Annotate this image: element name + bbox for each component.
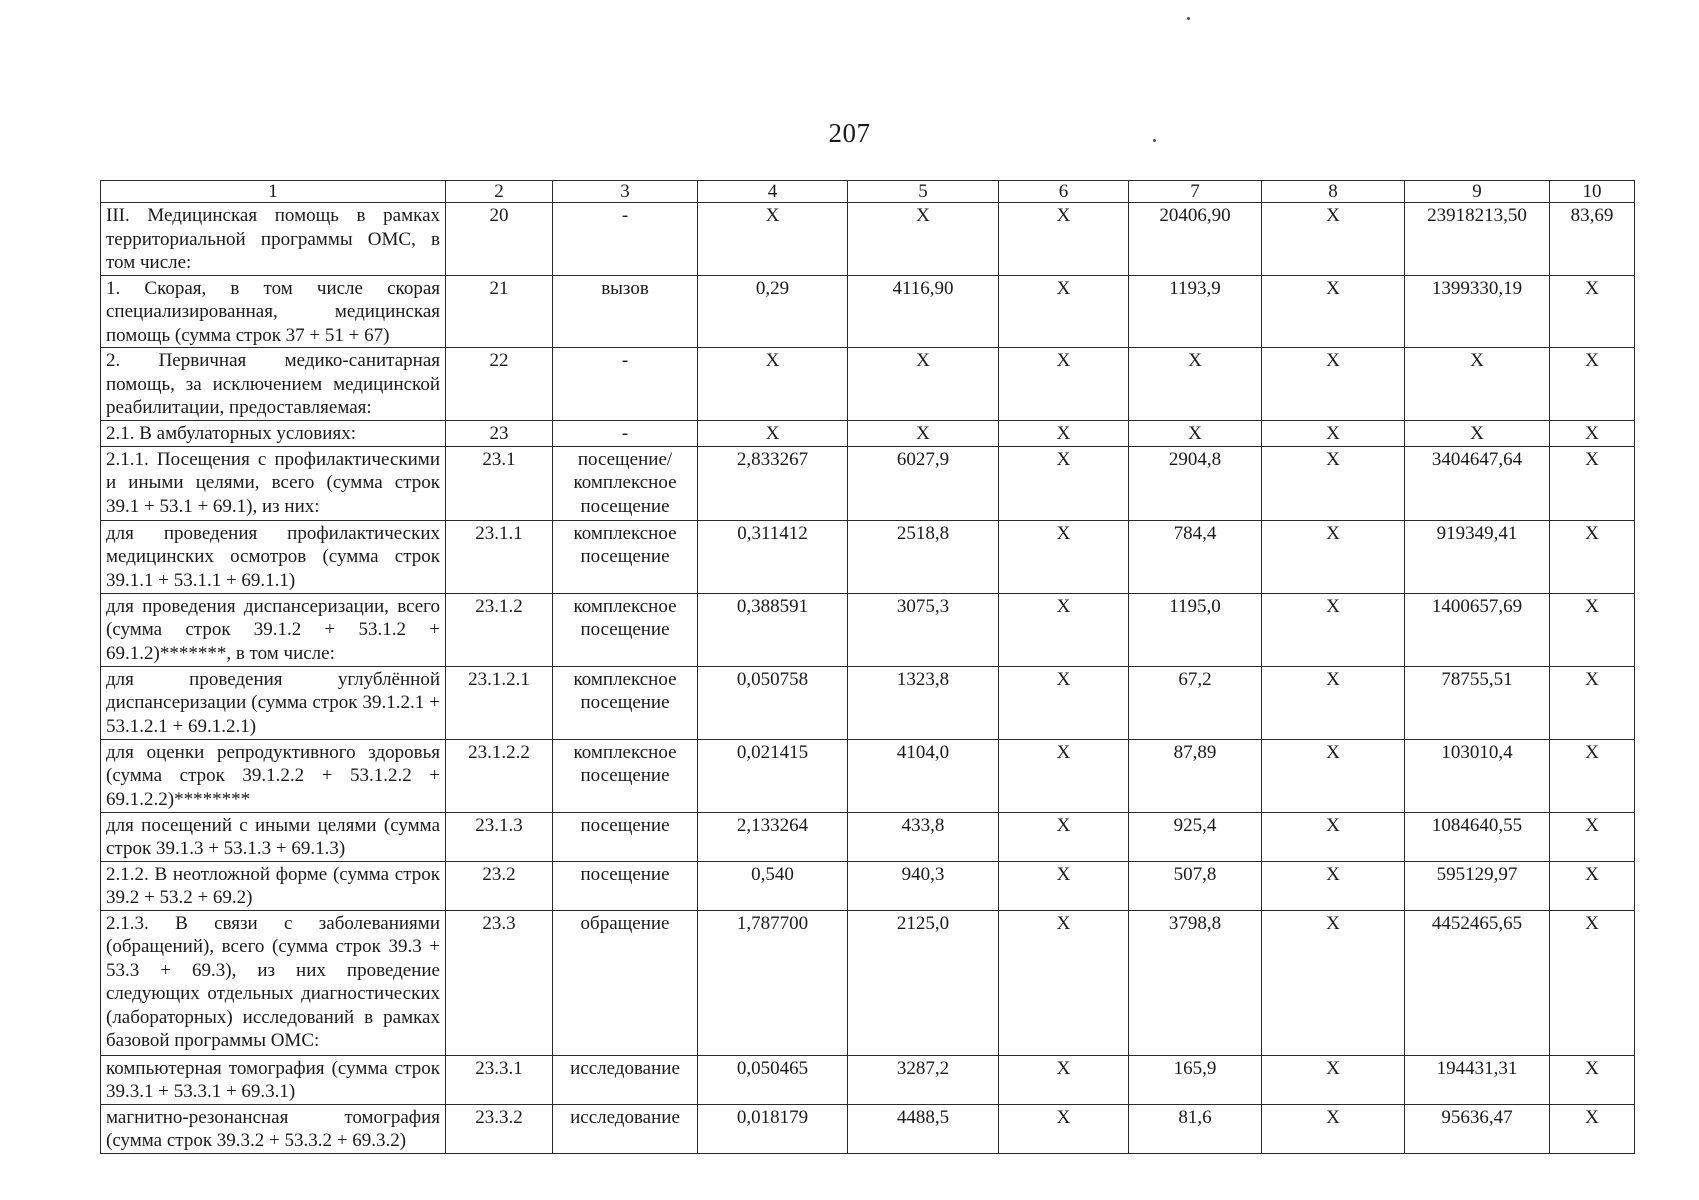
table-row [101,910,1635,1055]
row-description: 2.1.2. В неотложной форме (сумма строк 39.2 + 53.2 + 69.2) [101,861,446,910]
row-description: 2.1. В амбулаторных условиях: [101,421,446,447]
value-cell: Х [1550,812,1635,861]
value-cell: Х [1550,520,1635,593]
value-cell: Х [1405,421,1550,447]
value-cell: Х [1550,861,1635,910]
value-cell: 4116,90 [848,275,999,348]
table-row [101,421,1635,447]
value-cell: Х [1550,275,1635,348]
row-number: 23.1.2.1 [446,666,553,739]
row-description: 1. Скорая, в том числе скорая специализированная, медицинская помощь (сумма строк 37 + 51 + 67) [101,275,446,348]
row-number: 23.3.1 [446,1055,553,1104]
value-cell: 165,9 [1129,1055,1262,1104]
column-header: 10 [1550,181,1635,203]
value-cell: Х [698,348,848,421]
row-description: 2.1.1. Посещения с профилактическими и иными целями, всего (сумма строк 39.1 + 53.1 + 69.1), из них: [101,446,446,520]
value-cell: 67,2 [1129,666,1262,739]
value-cell: 0,050465 [698,1055,848,1104]
value-cell: 4452465,65 [1405,910,1550,1055]
value-cell: 0,050758 [698,666,848,739]
value-cell: 3287,2 [848,1055,999,1104]
value-cell: Х [1262,203,1405,276]
row-description: для проведения диспансеризации, всего (сумма строк 39.1.2 + 53.1.2 + 69.1.2)*******, в том числе: [101,593,446,666]
value-cell: Х [999,520,1129,593]
value-cell: Х [1262,1104,1405,1153]
value-cell: Х [1262,861,1405,910]
row-number: 23.1.1 [446,520,553,593]
value-cell: Х [1550,446,1635,520]
value-cell: Х [1405,348,1550,421]
row-number: 22 [446,348,553,421]
value-cell: 2,833267 [698,446,848,520]
value-cell: Х [999,1104,1129,1153]
value-cell: Х [1262,1055,1405,1104]
value-cell: 595129,97 [1405,861,1550,910]
scan-speck [1187,17,1190,20]
table-row [101,812,1635,861]
value-cell: 23918213,50 [1405,203,1550,276]
value-cell: 3404647,64 [1405,446,1550,520]
row-description: магнитно-резонансная томография (сумма строк 39.3.2 + 53.3.2 + 69.3.2) [101,1104,446,1153]
unit-cell: обращение [553,910,698,1055]
value-cell: 78755,51 [1405,666,1550,739]
value-cell: 2125,0 [848,910,999,1055]
value-cell: Х [848,421,999,447]
value-cell: 3075,3 [848,593,999,666]
value-cell: Х [999,348,1129,421]
value-cell: 0,021415 [698,739,848,812]
value-cell: 0,388591 [698,593,848,666]
value-cell: Х [999,446,1129,520]
value-cell: Х [1262,739,1405,812]
value-cell: Х [999,421,1129,447]
row-number: 21 [446,275,553,348]
value-cell: Х [1550,910,1635,1055]
value-cell: 83,69 [1550,203,1635,276]
value-cell: Х [1262,275,1405,348]
value-cell: Х [999,1055,1129,1104]
value-cell: 1400657,69 [1405,593,1550,666]
row-description: 2.1.3. В связи с заболеваниями (обращений), всего (сумма строк 39.3 + 53.3 + 69.3), из них проведение следующих отдельных диагностических (лабораторных) исследований в рамках базовой программы ОМС: [101,910,446,1055]
value-cell: Х [1262,666,1405,739]
row-number: 23.1.2 [446,593,553,666]
table-row [101,446,1635,520]
row-description: III. Медицинская помощь в рамках территориальной программы ОМС, в том числе: [101,203,446,276]
value-cell: Х [1262,520,1405,593]
column-header: 9 [1405,181,1550,203]
unit-cell: исследование [553,1104,698,1153]
value-cell: 0,29 [698,275,848,348]
table-row [101,739,1635,812]
value-cell: 925,4 [1129,812,1262,861]
column-header: 3 [553,181,698,203]
value-cell: 95636,47 [1405,1104,1550,1153]
value-cell: Х [848,348,999,421]
table-row [101,520,1635,593]
value-cell: 0,540 [698,861,848,910]
row-description: компьютерная томография (сумма строк 39.3.1 + 53.3.1 + 69.3.1) [101,1055,446,1104]
value-cell: Х [999,203,1129,276]
value-cell: 3798,8 [1129,910,1262,1055]
value-cell: 2,133264 [698,812,848,861]
value-cell: 919349,41 [1405,520,1550,593]
value-cell: Х [999,910,1129,1055]
unit-cell: посещение/ комплексное посещение [553,446,698,520]
value-cell: 2518,8 [848,520,999,593]
unit-cell: комплексное посещение [553,739,698,812]
value-cell: Х [1262,421,1405,447]
value-cell: 0,311412 [698,520,848,593]
value-cell: 940,3 [848,861,999,910]
value-cell: Х [999,666,1129,739]
unit-cell: комплексное посещение [553,520,698,593]
value-cell: 1195,0 [1129,593,1262,666]
table-row [101,203,1635,276]
unit-cell: комплексное посещение [553,593,698,666]
value-cell: Х [999,812,1129,861]
row-number: 23.3 [446,910,553,1055]
value-cell: 433,8 [848,812,999,861]
value-cell: 1323,8 [848,666,999,739]
table-row [101,348,1635,421]
unit-cell: комплексное посещение [553,666,698,739]
unit-cell: - [553,348,698,421]
value-cell: 20406,90 [1129,203,1262,276]
table-row [101,861,1635,910]
unit-cell: вызов [553,275,698,348]
value-cell: Х [1262,446,1405,520]
value-cell: 0,018179 [698,1104,848,1153]
column-header: 4 [698,181,848,203]
value-cell: Х [848,203,999,276]
column-header: 6 [999,181,1129,203]
row-description: для оценки репродуктивного здоровья (сумма строк 39.1.2.2 + 53.1.2.2 + 69.1.2.2)******** [101,739,446,812]
column-header: 1 [101,181,446,203]
unit-cell: - [553,203,698,276]
row-description: для проведения углублённой диспансеризации (сумма строк 39.1.2.1 + 53.1.2.1 + 69.1.2.1) [101,666,446,739]
value-cell: 81,6 [1129,1104,1262,1153]
unit-cell: посещение [553,861,698,910]
column-header: 7 [1129,181,1262,203]
row-description: 2. Первичная медико-санитарная помощь, за исключением медицинской реабилитации, предоставляемая: [101,348,446,421]
value-cell: 2904,8 [1129,446,1262,520]
table-row [101,666,1635,739]
value-cell: Х [1262,593,1405,666]
scan-speck [1153,139,1156,142]
value-cell: 4104,0 [848,739,999,812]
unit-cell: исследование [553,1055,698,1104]
value-cell: Х [698,421,848,447]
row-description: для проведения профилактических медицинских осмотров (сумма строк 39.1.1 + 53.1.1 + 69.1.1) [101,520,446,593]
column-header: 2 [446,181,553,203]
value-cell: Х [1262,348,1405,421]
value-cell: Х [1550,1055,1635,1104]
table-header-row [101,181,1635,203]
value-cell: Х [999,739,1129,812]
value-cell: Х [1550,348,1635,421]
row-number: 23 [446,421,553,447]
value-cell: Х [1550,421,1635,447]
unit-cell: посещение [553,812,698,861]
table-row [101,275,1635,348]
row-description: для посещений с иными целями (сумма строк 39.1.3 + 53.1.3 + 69.1.3) [101,812,446,861]
value-cell: 507,8 [1129,861,1262,910]
value-cell: 784,4 [1129,520,1262,593]
value-cell: Х [1129,348,1262,421]
value-cell: Х [1550,593,1635,666]
value-cell: 4488,5 [848,1104,999,1153]
column-header: 5 [848,181,999,203]
value-cell: 1193,9 [1129,275,1262,348]
value-cell: 87,89 [1129,739,1262,812]
value-cell: 1084640,55 [1405,812,1550,861]
page-number: 207 [828,118,871,148]
value-cell: Х [1550,1104,1635,1153]
row-number: 23.1.3 [446,812,553,861]
table-row [101,593,1635,666]
value-cell: 1399330,19 [1405,275,1550,348]
value-cell: 103010,4 [1405,739,1550,812]
column-header: 8 [1262,181,1405,203]
row-number: 23.1.2.2 [446,739,553,812]
value-cell: 6027,9 [848,446,999,520]
table-row [101,1104,1635,1153]
row-number: 20 [446,203,553,276]
funding-table [100,180,1635,1154]
unit-cell: - [553,421,698,447]
value-cell: 1,787700 [698,910,848,1055]
value-cell: 194431,31 [1405,1055,1550,1104]
table-row [101,1055,1635,1104]
value-cell: Х [1550,666,1635,739]
value-cell: Х [1262,910,1405,1055]
row-number: 23.2 [446,861,553,910]
value-cell: Х [999,593,1129,666]
value-cell: Х [999,861,1129,910]
value-cell: Х [698,203,848,276]
row-number: 23.3.2 [446,1104,553,1153]
value-cell: Х [1550,739,1635,812]
value-cell: Х [1262,812,1405,861]
value-cell: Х [1129,421,1262,447]
value-cell: Х [999,275,1129,348]
row-number: 23.1 [446,446,553,520]
